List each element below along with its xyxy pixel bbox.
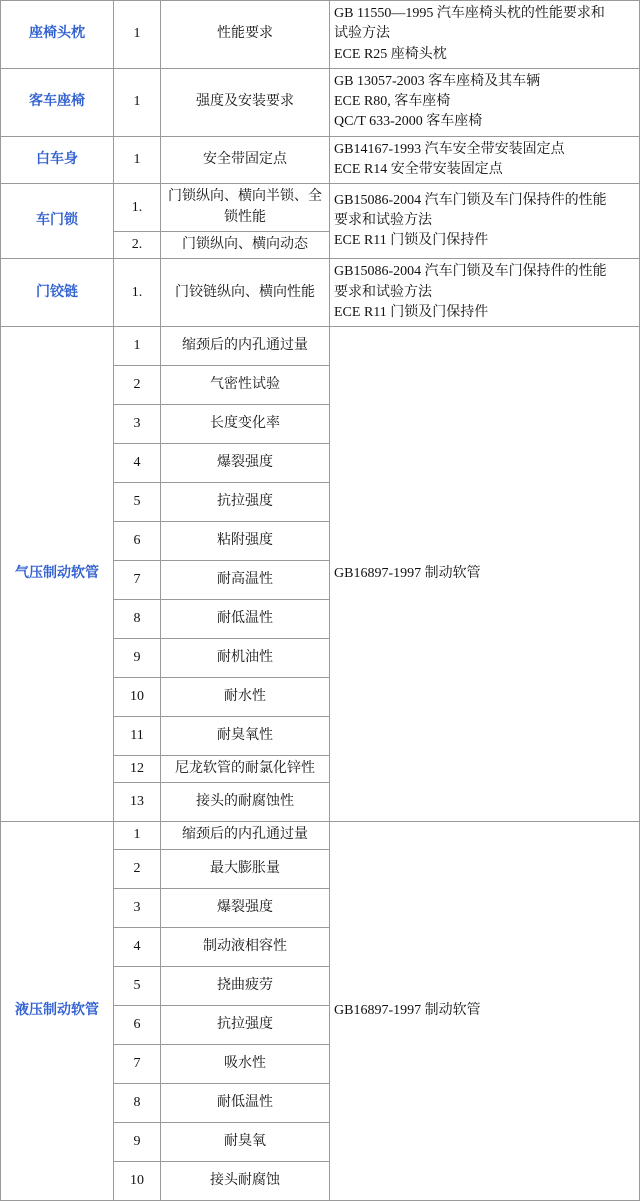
- row-number: 9: [114, 639, 161, 678]
- standard-line: ECE R80, 客车座椅: [334, 94, 451, 110]
- standard-cell: [330, 184, 640, 259]
- test-item: 性能要求: [161, 1, 330, 69]
- standard-line: 试验方法: [334, 26, 390, 42]
- test-item: 接头耐腐蚀: [161, 1161, 330, 1200]
- test-item: 爆裂强度: [161, 444, 330, 483]
- row-number: 4: [114, 927, 161, 966]
- standard-line: GB 13057-2003 客车座椅及其车辆: [334, 73, 541, 89]
- row-number: 9: [114, 1122, 161, 1161]
- standard-line: 要求和试验方法: [334, 284, 432, 300]
- row-number: 1: [114, 68, 161, 136]
- row-number: 10: [114, 1161, 161, 1200]
- test-item: 长度变化率: [161, 405, 330, 444]
- test-item: 耐水性: [161, 678, 330, 717]
- test-item: 制动液相容性: [161, 927, 330, 966]
- test-item: 抗拉强度: [161, 1005, 330, 1044]
- table-row: [1, 259, 640, 327]
- standard-line: QC/T 633-2000 客车座椅: [334, 114, 483, 130]
- row-number: 4: [114, 444, 161, 483]
- standard-cell: [330, 327, 640, 822]
- test-item: 尼龙软管的耐氯化锌性: [161, 756, 330, 783]
- component-cell: 门铰链: [1, 259, 114, 327]
- test-item: 最大膨胀量: [161, 849, 330, 888]
- row-number: 6: [114, 1005, 161, 1044]
- test-item: 耐臭氧: [161, 1122, 330, 1161]
- row-number: 3: [114, 888, 161, 927]
- test-item: 气密性试验: [161, 366, 330, 405]
- test-item: 吸水性: [161, 1044, 330, 1083]
- standard-line: ECE R14 安全带安装固定点: [334, 162, 503, 178]
- standard-line: GB16897-1997 制动软管: [334, 1002, 481, 1018]
- test-item: 爆裂强度: [161, 888, 330, 927]
- standard-cell: [330, 822, 640, 1200]
- row-number: 3: [114, 405, 161, 444]
- row-number: 1.: [114, 259, 161, 327]
- table-row: [1, 184, 640, 232]
- row-number: 13: [114, 783, 161, 822]
- test-item: 接头的耐腐蚀性: [161, 783, 330, 822]
- test-item: 耐低温性: [161, 1083, 330, 1122]
- row-number: 1: [114, 327, 161, 366]
- standard-line: GB14167-1993 汽车安全带安装固定点: [334, 141, 565, 157]
- row-number: 8: [114, 600, 161, 639]
- row-number: 5: [114, 483, 161, 522]
- test-item: 门锁纵向、横向半锁、全锁性能: [161, 184, 330, 232]
- standard-line: GB 11550—1995 汽车座椅头枕的性能要求和: [334, 6, 605, 21]
- component-label: 气压制动软管: [15, 566, 99, 582]
- test-item: 门锁纵向、横向动态: [161, 231, 330, 258]
- row-number: 11: [114, 717, 161, 756]
- standard-cell: [330, 68, 640, 136]
- row-number: 2.: [114, 231, 161, 258]
- component-label: 液压制动软管: [15, 1003, 99, 1019]
- row-number: 10: [114, 678, 161, 717]
- row-number: 7: [114, 1044, 161, 1083]
- test-item: 粘附强度: [161, 522, 330, 561]
- component-cell: [1, 327, 114, 822]
- table-body: [1, 1, 640, 1201]
- standard-line: ECE R11 门锁及门保持件: [334, 304, 489, 320]
- test-item: 强度及安装要求: [161, 68, 330, 136]
- component-cell: 车门锁: [1, 184, 114, 259]
- table-row: [1, 136, 640, 184]
- standard-line: ECE R11 门锁及门保持件: [334, 233, 489, 249]
- test-item: 耐低温性: [161, 600, 330, 639]
- component-cell: 客车座椅: [1, 68, 114, 136]
- test-item: 耐机油性: [161, 639, 330, 678]
- test-item: 挠曲疲劳: [161, 966, 330, 1005]
- test-item: 耐臭氧性: [161, 717, 330, 756]
- standard-line: GB15086-2004 汽车门锁及车门保持件的性能: [334, 264, 607, 280]
- row-number: 12: [114, 756, 161, 783]
- standard-cell: [330, 136, 640, 184]
- row-number: 1: [114, 136, 161, 184]
- test-item: 门铰链纵向、横向性能: [161, 259, 330, 327]
- row-number: 6: [114, 522, 161, 561]
- test-item: 缩颈后的内孔通过量: [161, 327, 330, 366]
- component-cell: 座椅头枕: [1, 1, 114, 69]
- standard-line: GB16897-1997 制动软管: [334, 566, 481, 582]
- test-item: 安全带固定点: [161, 136, 330, 184]
- standard-line: GB15086-2004 汽车门锁及车门保持件的性能: [334, 192, 607, 208]
- standard-cell: [330, 1, 640, 69]
- table-row: [1, 327, 640, 366]
- test-item: 抗拉强度: [161, 483, 330, 522]
- row-number: 2: [114, 366, 161, 405]
- row-number: 2: [114, 849, 161, 888]
- table-row: [1, 822, 640, 849]
- component-cell: [1, 822, 114, 1200]
- table-row: [1, 68, 640, 136]
- row-number: 1: [114, 1, 161, 69]
- row-number: 1: [114, 822, 161, 849]
- row-number: 5: [114, 966, 161, 1005]
- test-item: 耐高温性: [161, 561, 330, 600]
- row-number: 8: [114, 1083, 161, 1122]
- row-number: 7: [114, 561, 161, 600]
- standard-cell: [330, 259, 640, 327]
- row-number: 1.: [114, 184, 161, 232]
- component-cell: 白车身: [1, 136, 114, 184]
- test-item: 缩颈后的内孔通过量: [161, 822, 330, 849]
- table-row: [1, 1, 640, 69]
- standard-line: ECE R25 座椅头枕: [334, 46, 447, 62]
- standard-line: 要求和试验方法: [334, 213, 432, 229]
